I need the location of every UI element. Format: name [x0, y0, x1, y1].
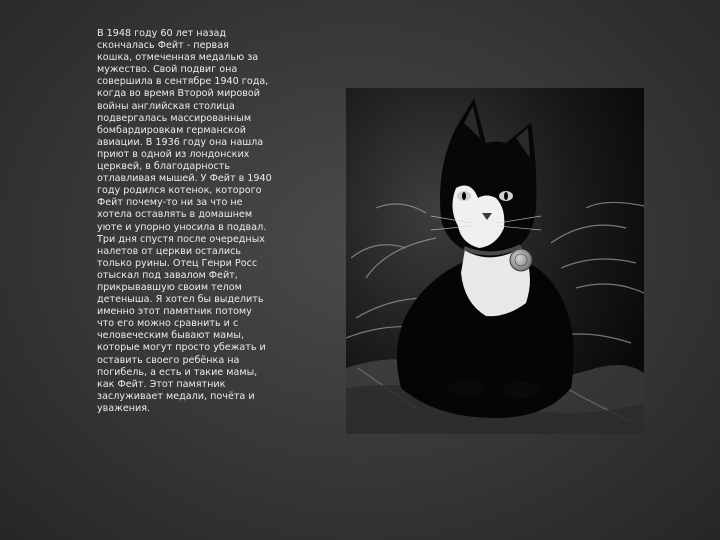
slide-body-text: В 1948 году 60 лет назад скончалась Фейт - первая кошка, отмеченная медалью за мужество. Свой подвиг она совершила в сентябре 1940 года, когда во время Второй мировой войны английская столица подвергалась массированным бомбардировкам германской авиации. В 1936 году она нашла приют в одной из лондонских церквей, в благодарность отлавливая мышей. У Фейт в 1940 году родился котенок, которого Фейт почему-то ни за что не хотела оставлять в домашнем уюте и упорно уносила в подвал. Три дня спустя после очередных налетов от церкви остались только руины. Отец Генри Росс отыскал под завалом Фейт, прикрывавшую своим телом детеныша. Я хотел бы выделить именно этот памятник потому что его можно сравнить и с человеческим бывают мамы, которые могут просто убежать и оставить своего ребёнка на погибель, а есть и такие мамы, как Фейт. Этот памятник заслуживает медали, почёта и уважения.	[97, 28, 272, 414]
medal-icon	[510, 249, 532, 271]
cat-photo	[346, 88, 644, 434]
